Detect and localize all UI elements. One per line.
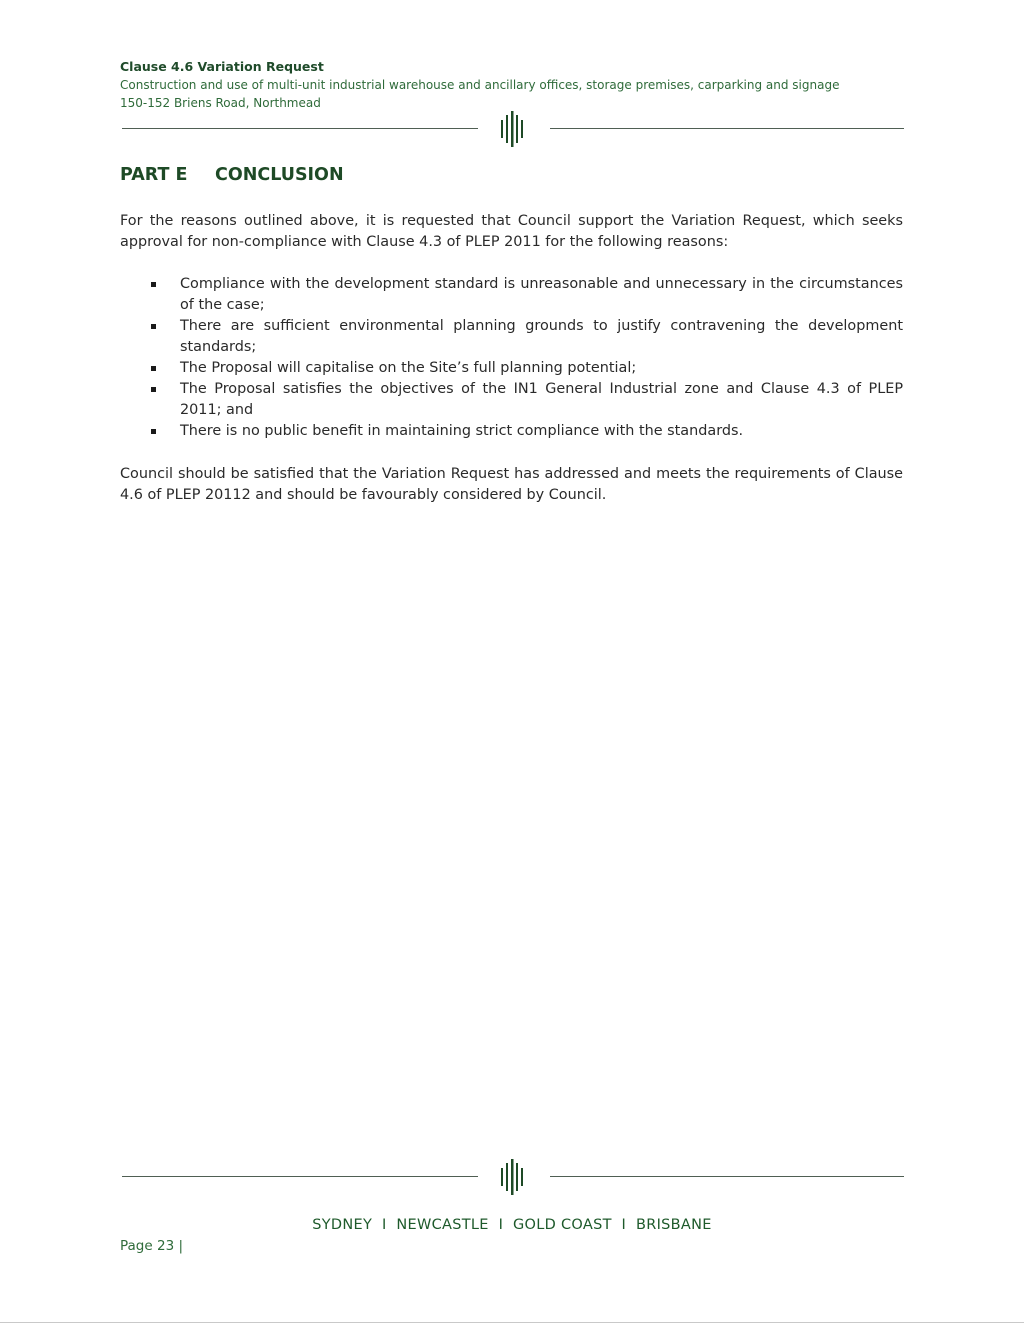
list-item-text: The Proposal will capitalise on the Site’s full planning potential; xyxy=(180,360,637,376)
divider-rule-right xyxy=(550,128,904,129)
section-heading xyxy=(120,165,344,185)
list-item xyxy=(120,274,903,316)
page-number: Page 23 | xyxy=(120,1238,183,1254)
document-header xyxy=(120,58,910,112)
divider-rule-right xyxy=(550,1176,904,1177)
section-number: PART E xyxy=(120,165,188,185)
list-item-text: There are sufficient environmental planning grounds to justify contravening the development standards; xyxy=(180,318,903,355)
conclusion-paragraph: Council should be satisfied that the Variation Request has addressed and meets the requirements of Clause 4.6 of PLEP 20112 and should be favourably considered by Council. xyxy=(120,466,903,503)
header-site-address: 150-152 Briens Road, Northmead xyxy=(120,96,321,110)
divider-rule-left xyxy=(122,128,478,129)
bullet-icon xyxy=(151,324,156,329)
header-title: Clause 4.6 Variation Request xyxy=(120,59,324,74)
list-item xyxy=(120,316,903,358)
section-title: CONCLUSION xyxy=(215,165,344,185)
intro-paragraph: For the reasons outlined above, it is requested that Council support the Variation Request, which seeks approval for non-compliance with Clause 4.3 of PLEP 2011 for the following reasons: xyxy=(120,213,903,250)
brand-mark-icon xyxy=(500,111,524,147)
brand-mark-icon xyxy=(500,1159,524,1195)
footer-divider xyxy=(120,1157,904,1197)
bullet-icon xyxy=(151,429,156,434)
bullet-icon xyxy=(151,366,156,371)
list-item-text: The Proposal satisfies the objectives of the IN1 General Industrial zone and Clause 4.3 of PLEP 2011; and xyxy=(180,381,903,418)
reasons-list xyxy=(120,274,903,442)
list-item-text: There is no public benefit in maintaining strict compliance with the standards. xyxy=(180,423,744,439)
list-item-text: Compliance with the development standard is unreasonable and unnecessary in the circumstances of the case; xyxy=(180,276,903,313)
bullet-icon xyxy=(151,387,156,392)
list-item xyxy=(120,358,903,379)
footer-office-locations: SYDNEY I NEWCASTLE I GOLD COAST I BRISBANE xyxy=(312,1217,712,1233)
header-divider xyxy=(120,109,904,149)
bullet-icon xyxy=(151,282,156,287)
divider-rule-left xyxy=(122,1176,478,1177)
list-item xyxy=(120,379,903,421)
list-item xyxy=(120,421,903,442)
page-edge xyxy=(0,1322,1024,1323)
header-project-description: Construction and use of multi-unit industrial warehouse and ancillary offices, storage premises, carparking and signage xyxy=(120,78,840,92)
